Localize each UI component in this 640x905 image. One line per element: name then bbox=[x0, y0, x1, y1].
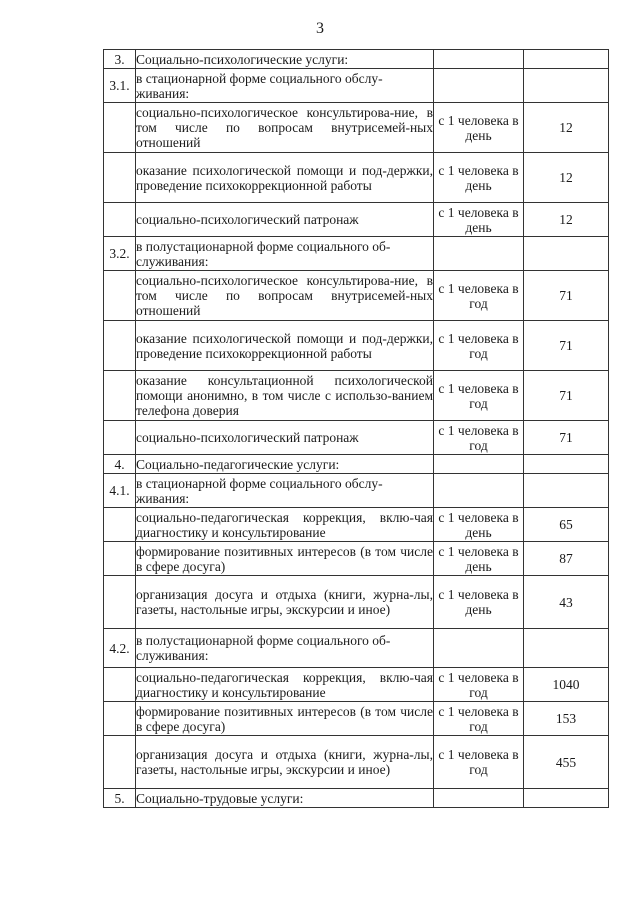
table-row bbox=[104, 789, 609, 808]
unit-of-measure bbox=[434, 474, 524, 508]
table-row bbox=[104, 508, 609, 542]
service-description: оказание психологической помощи и под-держки, проведение психокоррекционной работы bbox=[136, 321, 434, 371]
table-row bbox=[104, 668, 609, 702]
item-number: 4.1. bbox=[104, 474, 136, 508]
service-volume bbox=[524, 455, 609, 474]
unit-of-measure: с 1 человека в год bbox=[434, 321, 524, 371]
unit-of-measure: с 1 человека в год bbox=[434, 736, 524, 789]
unit-of-measure: с 1 человека в год bbox=[434, 421, 524, 455]
table-row bbox=[104, 153, 609, 203]
item-number bbox=[104, 371, 136, 421]
services-table bbox=[103, 49, 609, 808]
table-row bbox=[104, 542, 609, 576]
service-description: социально-психологический патронаж bbox=[136, 203, 434, 237]
unit-of-measure: с 1 человека в день bbox=[434, 542, 524, 576]
service-volume bbox=[524, 789, 609, 808]
table-row bbox=[104, 629, 609, 668]
unit-of-measure: с 1 человека в год bbox=[434, 371, 524, 421]
table-row bbox=[104, 69, 609, 103]
unit-of-measure: с 1 человека в день bbox=[434, 508, 524, 542]
service-description: социально-педагогическая коррекция, вклю-чая диагностику и консультирование bbox=[136, 509, 433, 540]
unit-of-measure: с 1 человека в день bbox=[434, 203, 524, 237]
service-description: в стационарной форме социального обслу-живания: bbox=[136, 69, 434, 103]
item-number bbox=[104, 421, 136, 455]
service-description: Социально-педагогические услуги: bbox=[136, 455, 434, 474]
item-number bbox=[104, 153, 136, 203]
service-description: в полустационарной форме социального об-служивания: bbox=[136, 629, 434, 668]
service-description: социально-психологический патронаж bbox=[136, 421, 434, 455]
item-number bbox=[104, 271, 136, 321]
unit-of-measure: с 1 человека в год bbox=[434, 271, 524, 321]
item-number bbox=[104, 321, 136, 371]
item-number bbox=[104, 508, 136, 542]
unit-of-measure bbox=[434, 629, 524, 668]
item-number: 3. bbox=[104, 50, 136, 69]
service-description: оказание консультационной психологической помощи анонимно, в том числе с использо-ванием телефона доверия bbox=[136, 371, 434, 421]
item-number bbox=[104, 736, 136, 789]
service-description: Социально-психологические услуги: bbox=[136, 50, 434, 69]
unit-of-measure bbox=[434, 237, 524, 271]
service-volume: 12 bbox=[524, 153, 609, 203]
service-description: формирование позитивных интересов (в том числе в сфере досуга) bbox=[136, 543, 433, 574]
service-volume: 65 bbox=[524, 508, 609, 542]
item-number bbox=[104, 668, 136, 702]
service-volume: 1040 bbox=[524, 668, 609, 702]
service-volume: 12 bbox=[524, 103, 609, 153]
item-number bbox=[104, 203, 136, 237]
table-row bbox=[104, 321, 609, 371]
unit-of-measure bbox=[434, 455, 524, 474]
item-number bbox=[104, 702, 136, 736]
service-volume: 71 bbox=[524, 271, 609, 321]
service-description: социально-педагогическая коррекция, вклю-чая диагностику и консультирование bbox=[136, 669, 433, 700]
item-number: 3.2. bbox=[104, 237, 136, 271]
service-volume bbox=[524, 474, 609, 508]
table-row bbox=[104, 203, 609, 237]
item-number bbox=[104, 542, 136, 576]
service-volume bbox=[524, 629, 609, 668]
table-row bbox=[104, 474, 609, 508]
unit-of-measure bbox=[434, 50, 524, 69]
table-row bbox=[104, 455, 609, 474]
service-description: формирование позитивных интересов (в том числе в сфере досуга) bbox=[136, 703, 433, 734]
service-volume bbox=[524, 69, 609, 103]
table-row bbox=[104, 736, 609, 789]
unit-of-measure bbox=[434, 69, 524, 103]
unit-of-measure: с 1 человека в день bbox=[434, 103, 524, 153]
item-number bbox=[104, 103, 136, 153]
service-volume: 87 bbox=[524, 542, 609, 576]
service-volume: 12 bbox=[524, 203, 609, 237]
table-row bbox=[104, 103, 609, 153]
item-number bbox=[104, 576, 136, 629]
item-number: 4. bbox=[104, 455, 136, 474]
service-volume: 71 bbox=[524, 321, 609, 371]
service-volume: 153 bbox=[524, 702, 609, 736]
table-row bbox=[104, 576, 609, 629]
service-description: в полустационарной форме социального об-служивания: bbox=[136, 237, 434, 271]
unit-of-measure: с 1 человека в день bbox=[434, 153, 524, 203]
table-row bbox=[104, 237, 609, 271]
item-number: 3.1. bbox=[104, 69, 136, 103]
table-row bbox=[104, 421, 609, 455]
item-number: 5. bbox=[104, 789, 136, 808]
service-description: организация досуга и отдыха (книги, журна-лы, газеты, настольные игры, экскурсии и иное) bbox=[136, 736, 434, 789]
table-row bbox=[104, 702, 609, 736]
table-row bbox=[104, 50, 609, 69]
page-number: 3 bbox=[316, 20, 324, 37]
service-description: организация досуга и отдыха (книги, журна-лы, газеты, настольные игры, экскурсии и иное) bbox=[136, 576, 434, 629]
service-volume: 71 bbox=[524, 371, 609, 421]
service-description: социально-психологическое консультирова-ние, в том числе по вопросам внутрисемей-ных отношений bbox=[136, 271, 434, 321]
unit-of-measure bbox=[434, 789, 524, 808]
service-description: социально-психологическое консультирова-ние, в том числе по вопросам внутрисемей-ных отношений bbox=[136, 103, 434, 153]
service-volume bbox=[524, 50, 609, 69]
service-description: оказание психологической помощи и под-держки, проведение психокоррекционной работы bbox=[136, 153, 434, 203]
service-volume bbox=[524, 237, 609, 271]
service-volume: 455 bbox=[524, 736, 609, 789]
unit-of-measure: с 1 человека в год bbox=[434, 702, 524, 736]
service-description: в стационарной форме социального обслу-живания: bbox=[136, 474, 434, 508]
table-row bbox=[104, 271, 609, 321]
unit-of-measure: с 1 человека в день bbox=[434, 576, 524, 629]
item-number: 4.2. bbox=[104, 629, 136, 668]
service-volume: 43 bbox=[524, 576, 609, 629]
service-description: Социально-трудовые услуги: bbox=[136, 789, 434, 808]
unit-of-measure: с 1 человека в год bbox=[434, 668, 524, 702]
service-volume: 71 bbox=[524, 421, 609, 455]
table-row bbox=[104, 371, 609, 421]
